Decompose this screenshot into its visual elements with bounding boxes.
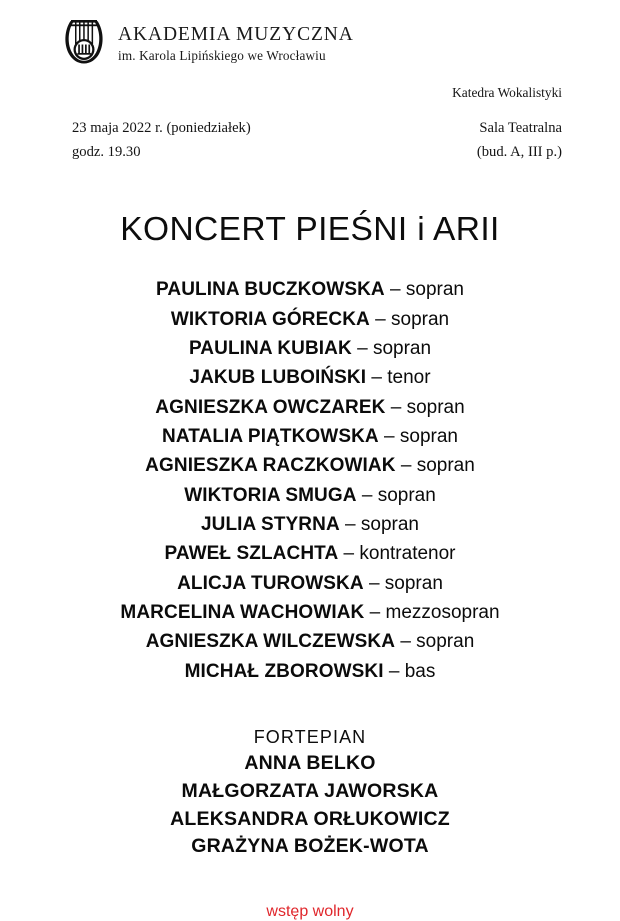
performer-name: AGNIESZKA RACZKOWIAK — [145, 455, 396, 477]
performer-separator: – — [383, 660, 405, 682]
performer-list — [0, 275, 620, 686]
performer-entry — [0, 275, 620, 304]
performer-entry — [0, 569, 620, 598]
performer-voice-type: sopran — [405, 279, 464, 301]
performer-name: MICHAŁ ZBOROWSKI — [184, 660, 384, 682]
lyre-icon — [62, 18, 106, 68]
letterhead-text — [118, 22, 354, 64]
performer-separator: – — [338, 543, 360, 565]
performer-voice-type: sopran — [399, 426, 458, 447]
performer-separator: – — [366, 367, 388, 389]
piano-label: FORTEPIAN — [253, 727, 367, 748]
performer-entry — [0, 627, 620, 656]
performer-name: WIKTORIA GÓRECKA — [170, 308, 370, 330]
department-label: Katedra Wokalistyki — [452, 85, 562, 100]
performer-separator: – — [351, 337, 373, 359]
performer-separator: – — [385, 396, 407, 418]
event-venue — [477, 117, 562, 164]
performer-voice-type: sopran — [406, 396, 465, 418]
performer-voice-type: bas — [404, 660, 436, 682]
performer-separator: – — [395, 455, 417, 477]
performer-voice-type: tenor — [387, 367, 431, 389]
performer-separator: – — [369, 308, 391, 330]
performer-name: NATALIA PIĄTKOWSKA — [162, 426, 379, 447]
performer-entry — [0, 363, 620, 392]
performer-voice-type: sopran — [391, 308, 450, 330]
performer-separator: – — [356, 484, 378, 506]
performer-separator: – — [378, 426, 400, 447]
performer-name: ALICJA TUROWSKA — [177, 572, 364, 594]
performer-voice-type: sopran — [377, 484, 436, 506]
performer-voice-type: kontratenor — [359, 543, 456, 565]
letterhead — [0, 0, 620, 68]
performer-voice-type: sopran — [384, 572, 443, 594]
performer-separator: – — [395, 631, 417, 653]
performer-name: PAWEŁ SZLACHTA — [164, 543, 339, 565]
performer-name: JULIA STYRNA — [200, 514, 340, 536]
performer-name: JAKUB LUBOIŃSKI — [189, 367, 367, 389]
performer-entry — [0, 334, 620, 363]
academy-subtitle: im. Karola Lipińskiego we Wrocławiu — [118, 48, 326, 64]
performer-voice-type: mezzosopran — [385, 602, 500, 624]
performer-separator: – — [339, 514, 361, 536]
piano-section — [0, 724, 620, 861]
event-info-block — [0, 101, 620, 164]
venue-detail: (bud. A, III p.) — [476, 143, 562, 160]
performer-name: WIKTORIA SMUGA — [184, 484, 357, 506]
performer-voice-type: sopran — [360, 514, 420, 536]
pianist-name: ALEKSANDRA ORŁUKOWICZ — [170, 807, 450, 830]
pianist-name: MAŁGORZATA JAWORSKA — [181, 779, 439, 802]
pianist-name: ANNA BELKO — [244, 752, 376, 775]
performer-entry — [0, 422, 620, 451]
venue-name: Sala Teatralna — [479, 120, 562, 136]
pianist-name: GRAŻYNA BOŻEK-WOTA — [191, 835, 429, 858]
page-title: KONCERT PIEŚNI i ARII — [120, 211, 500, 249]
free-entry-note: wstęp wolny — [266, 902, 354, 920]
performer-entry — [0, 510, 620, 539]
performer-name: PAULINA KUBIAK — [188, 337, 352, 359]
performer-entry — [0, 481, 620, 510]
performer-name: AGNIESZKA OWCZAREK — [155, 396, 386, 418]
performer-entry — [0, 598, 620, 627]
performer-voice-type: sopran — [416, 631, 475, 653]
performer-name: AGNIESZKA WILCZEWSKA — [145, 631, 396, 653]
performer-entry — [0, 539, 620, 568]
performer-separator: – — [384, 279, 406, 301]
performer-entry — [0, 451, 620, 480]
performer-separator: – — [364, 602, 386, 624]
event-date-time — [72, 117, 251, 164]
event-time: godz. 19.30 — [72, 143, 141, 160]
pianist-list — [0, 750, 620, 861]
performer-entry — [0, 305, 620, 334]
performer-name: PAULINA BUCZKOWSKA — [156, 279, 385, 301]
event-date: 23 maja 2022 r. (poniedziałek) — [72, 120, 251, 136]
performer-name: MARCELINA WACHOWIAK — [120, 602, 365, 624]
performer-voice-type: sopran — [416, 455, 475, 477]
academy-name: AKADEMIA MUZYCZNA — [118, 23, 354, 45]
performer-entry — [0, 657, 620, 686]
performer-entry — [0, 393, 620, 422]
performer-voice-type: sopran — [372, 337, 432, 359]
performer-separator: – — [363, 572, 385, 594]
